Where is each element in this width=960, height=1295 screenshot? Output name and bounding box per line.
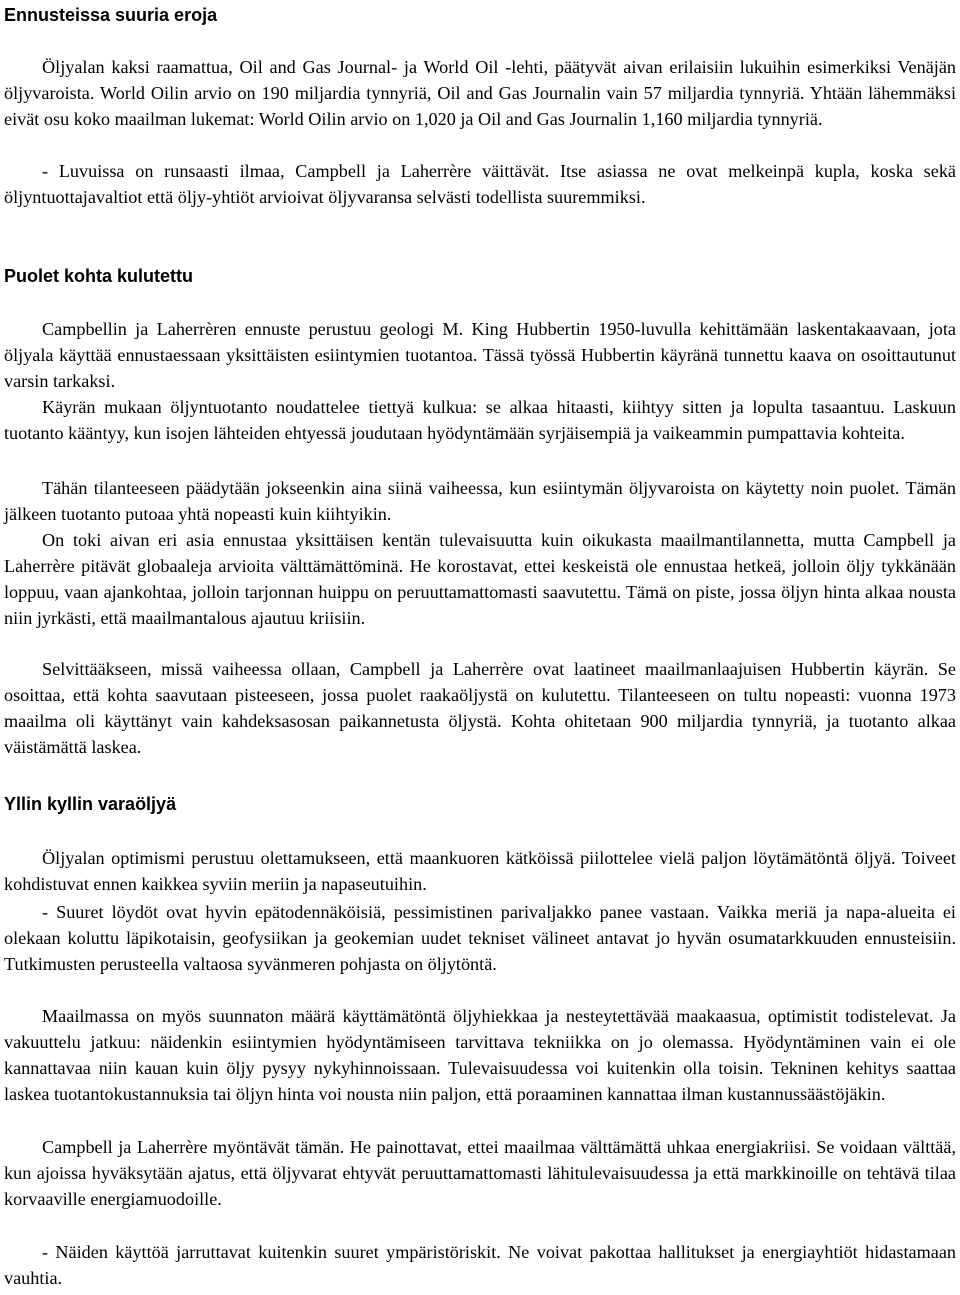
paragraph: On toki aivan eri asia ennustaa yksittäisen kentän tulevaisuutta kuin oikukasta maailmantilannetta, mutta Campbell ja Laherrère pitävät globaaleja arvioita välttämättöminä. He korostavat, ettei keskeistä ole ennustaa hetkeä, jolloin öljy tykkänään loppuu, vaan ajankohtaa, jolloin tarjonnan huippu on peruuttamattomasti saavutettu. Tämä on piste, jossa öljyn hinta alkaa nousta niin jyrkästi, että maailmantalous ajautuu kriisiin. xyxy=(4,530,956,628)
paragraph: - Luvuissa on runsaasti ilmaa, Campbell ja Laherrère väittävät. Itse asiassa ne ovat melkeinpä kupla, koska sekä öljyntuottajavaltiot että öljy-yhtiöt arvioivat öljyvaransa selvästi todellista suuremmiksi. xyxy=(4,161,956,207)
paragraph: Öljyalan kaksi raamattua, Oil and Gas Journal- ja World Oil -lehti, päätyvät aivan erilaisiin lukuihin esimerkiksi Venäjän öljyvaroista. World Oilin arvio on 190 miljardia tynnyriä, Oil and Gas Journalin vain 57 miljardia tynnyriä. Yhtään lähemmäksi eivät osu koko maailman lukemat: World Oilin arvio on 1,020 ja Oil and Gas Journalin 1,160 miljardia tynnyriä. xyxy=(4,57,956,129)
section-heading: Puolet kohta kulutettu xyxy=(4,266,193,286)
paragraph: Campbell ja Laherrère myöntävät tämän. He painottavat, ettei maailmaa välttämättä uhkaa energiakriisi. Se voidaan välttää, kun ajoissa hyväksytään ajatus, että öljyvarat ehtyvät peruuttamattomasti lähitulevaisuudessa ja että markkinoille on tehtävä tilaa korvaaville energiamuodoille. xyxy=(4,1137,956,1209)
paragraph: Käyrän mukaan öljyntuotanto noudattelee tiettyä kulkua: se alkaa hitaasti, kiihtyy sitten ja lopulta tasaantuu. Laskuun tuotanto kääntyy, kun isojen lähteiden ehtyessä joudutaan hyödyntämään syrjäisempiä ja vaikeammin pumpattavia kohteita. xyxy=(4,397,956,443)
paragraph: Öljyalan optimismi perustuu olettamukseen, että maankuoren kätköissä piilottelee vielä paljon löytämätöntä öljyä. Toiveet kohdistuvat ennen kaikkea syviin meriin ja napaseutuihin. xyxy=(4,848,956,894)
section-heading: Yllin kyllin varaöljyä xyxy=(4,794,177,814)
section-heading: Ennusteissa suuria eroja xyxy=(4,5,218,25)
paragraph: Tähän tilanteeseen päädytään jokseenkin aina siinä vaiheessa, kun esiintymän öljyvaroista on käytetty noin puolet. Tämän jälkeen tuotanto putoaa yhtä nopeasti kuin kiihtyikin. xyxy=(4,478,956,524)
paragraph: - Suuret löydöt ovat hyvin epätodennäköisiä, pessimistinen parivaljakko panee vastaan. Vaikka meriä ja napa-alueita ei olekaan koluttu läpikotaisin, geofysiikan ja geokemian uudet tekniset välineet antavat jo hyvän osumatarkkuuden ennusteisiin. Tutkimusten perusteella valtaosa syvänmeren pohjasta on öljytöntä. xyxy=(4,902,956,974)
paragraph: Maailmassa on myös suunnaton määrä käyttämätöntä öljyhiekkaa ja nesteytettävää maakaasua, optimistit todistelevat. Ja vakuuttelu jatkuu: näidenkin esiintymien hyödyntämiseen tarvittava tekniikka on jo olemassa. Hyödyntäminen vain ei ole kannattavaa niin kauan kuin öljy pysyy nykyhinnoissaan. Tulevaisuudessa voi kuitenkin olla toisin. Tekninen kehitys saattaa laskea tuotantokustannuksia tai öljyn hinta voi nousta niin paljon, että poraaminen kannattaa ilman kustannussäästöjäkin. xyxy=(4,1006,956,1104)
paragraph: Selvittääkseen, missä vaiheessa ollaan, Campbell ja Laherrère ovat laatineet maailmanlaajuisen Hubbertin käyrän. Se osoittaa, että kohta saavutaan pisteeseen, jossa puolet raakaöljystä on kulutettu. Tilanteeseen on tultu nopeasti: vuonna 1973 maailma oli käyttänyt vain kahdeksasosan paikannetusta öljystä. Kohta ohitetaan 900 miljardia tynnyriä, ja tuotanto alkaa väistämättä laskea. xyxy=(4,659,956,757)
paragraph: Campbellin ja Laherrèren ennuste perustuu geologi M. King Hubbertin 1950-luvulla kehittämään laskentakaavaan, jota öljyala käyttää ennustaessaan yksittäisten esiintymien tuotantoa. Tässä työssä Hubbertin käyränä tunnettu kaava on osoittautunut varsin tarkaksi. xyxy=(4,319,956,391)
paragraph: - Näiden käyttöä jarruttavat kuitenkin suuret ympäristöriskit. Ne voivat pakottaa hallitukset ja energiayhtiöt hidastamaan vauhtia. xyxy=(4,1242,956,1288)
